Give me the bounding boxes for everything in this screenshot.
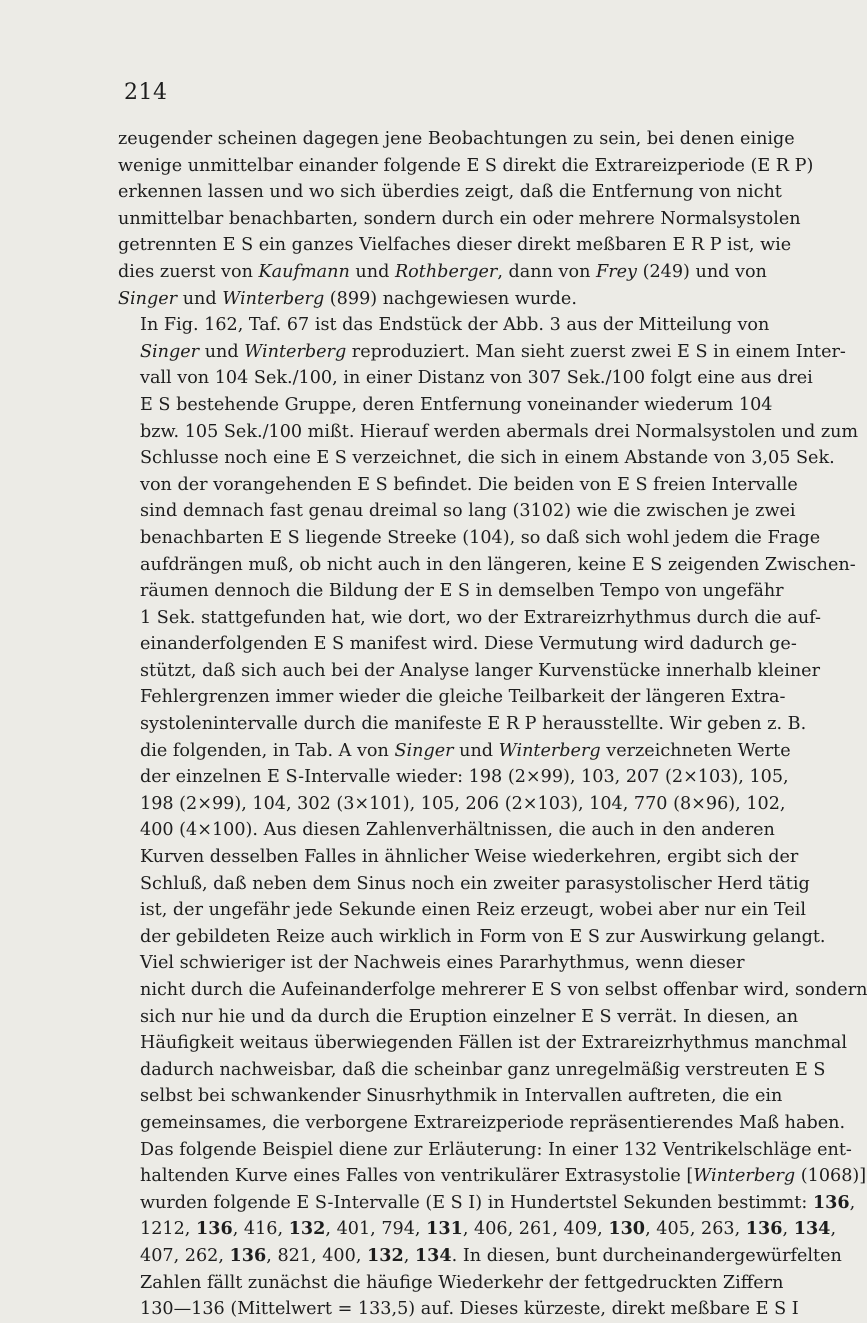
text-line bbox=[118, 552, 856, 579]
text-line bbox=[118, 764, 789, 791]
text-run: und bbox=[349, 261, 395, 282]
author-name: Kaufmann bbox=[258, 261, 350, 282]
text-run: In Fig. 162, Taf. 67 ist das Endstück der Abb. 3 aus der Mitteilung von bbox=[140, 315, 770, 336]
author-name: Rothberger bbox=[394, 261, 498, 282]
text-run: von der vorangehenden E S befindet. Die beiden von E S freien Intervalle bbox=[140, 474, 798, 495]
text-run: selbst bei schwankender Sinusrhythmik in Intervallen auftreten, die ein bbox=[140, 1086, 783, 1107]
author-name: Winterberg bbox=[498, 740, 601, 761]
text-line bbox=[118, 1110, 846, 1137]
text-run: gemeinsames, die verborgene Extrareizperiode repräsentierendes Maß haben. bbox=[140, 1112, 846, 1133]
text-line bbox=[118, 897, 807, 924]
author-name: Frey bbox=[596, 261, 637, 282]
text-line bbox=[118, 498, 796, 525]
text-run: , bbox=[849, 1192, 856, 1213]
text-run: reproduziert. Man sieht zuerst zwei E S in einem Inter- bbox=[346, 341, 846, 362]
text-run: und bbox=[453, 740, 499, 761]
text-line bbox=[118, 684, 786, 711]
text-run: und bbox=[199, 341, 245, 362]
bold-value: 136 bbox=[745, 1218, 783, 1240]
author-name: Singer bbox=[394, 740, 454, 761]
text-run: stützt, daß sich auch bei der Analyse langer Kurvenstücke innerhalb kleiner bbox=[140, 660, 820, 681]
bold-value: 134 bbox=[793, 1218, 831, 1240]
text-line bbox=[118, 924, 826, 951]
text-line bbox=[118, 605, 821, 632]
text-run: aufdrängen muß, ob nicht auch in den längeren, keine E S zeigenden Zwischen- bbox=[140, 554, 856, 575]
text-run: vall von 104 Sek./100, in einer Distanz von 307 Sek./100 folgt eine aus drei bbox=[140, 368, 813, 389]
text-run: , 406, 261, 409, bbox=[462, 1219, 609, 1240]
text-run: Zahlen fällt zunächst die häufige Wiederkehr der fettgedruckten Ziffern bbox=[140, 1272, 784, 1293]
text-line bbox=[118, 1083, 783, 1110]
text-run: systolenintervalle durch die manifeste E R P herausstellte. Wir geben z. B. bbox=[140, 714, 807, 735]
bold-value: 132 bbox=[288, 1218, 326, 1240]
text-run: . In diesen, bunt durcheinandergewürfelten bbox=[451, 1245, 842, 1266]
text-run: Schluß, daß neben dem Sinus noch ein zweiter parasystolischer Herd tätig bbox=[140, 873, 810, 894]
text-run: , 416, bbox=[232, 1219, 289, 1240]
text-run: 130—136 (Mittelwert = 133,5) auf. Dieses kürzeste, direkt meßbare E S I bbox=[140, 1299, 799, 1320]
text-run: benachbarten E S liegende Streeke (104), so daß sich wohl jedem die Frage bbox=[140, 527, 821, 548]
text-run: erkennen lassen und wo sich überdies zeigt, daß die Entfernung von nicht bbox=[118, 182, 782, 203]
text-run: dadurch nachweisbar, daß die scheinbar ganz unregelmäßig verstreuten E S bbox=[140, 1059, 826, 1080]
bold-value: 131 bbox=[426, 1218, 463, 1240]
text-run: 198 (2×99), 104, 302 (3×101), 105, 206 (2×103), 104, 770 (8×96), 102, bbox=[140, 793, 786, 814]
text-line bbox=[118, 1004, 799, 1031]
text-line bbox=[118, 738, 791, 765]
author-name: Winterberg bbox=[693, 1166, 796, 1187]
text-run: verzeichneten Werte bbox=[600, 740, 791, 761]
text-line bbox=[118, 286, 680, 313]
text-run: unmittelbar benachbarten, sondern durch ein oder mehrere Normalsystolen bbox=[118, 208, 801, 229]
text-run: haltenden Kurve eines Falles von ventrikulärer Extrasystolie [ bbox=[140, 1166, 694, 1187]
text-run: Viel schwieriger ist der Nachweis eines Pararhythmus, wenn dieser bbox=[140, 953, 745, 974]
text-run: bzw. 105 Sek./100 mißt. Hierauf werden abermals drei Normalsystolen und zum bbox=[140, 421, 859, 442]
text-run: und bbox=[177, 288, 223, 309]
text-run: , bbox=[830, 1219, 837, 1240]
text-run: die folgenden, in Tab. A von bbox=[140, 740, 395, 761]
text-line bbox=[118, 1270, 784, 1297]
bold-value: 130 bbox=[608, 1218, 646, 1240]
text-run: (249) und von bbox=[637, 261, 767, 282]
text-run: E S bestehende Gruppe, deren Entfernung voneinander wiederum 104 bbox=[140, 394, 773, 415]
text-run: wurden folgende E S-Intervalle (E S I) in Hundertstel Sekunden bestimmt: bbox=[140, 1192, 813, 1213]
text-run: , dann von bbox=[497, 261, 597, 282]
text-line bbox=[118, 977, 867, 1004]
text-run: 400 (4×100). Aus diesen Zahlenverhältnissen, die auch in den anderen bbox=[140, 820, 775, 841]
text-line bbox=[118, 179, 782, 206]
text-run: 1212, bbox=[140, 1219, 196, 1240]
author-name: Winterberg bbox=[222, 288, 325, 309]
text-line bbox=[118, 419, 859, 446]
text-run: Das folgende Beispiel diene zur Erläuterung: In einer 132 Ventrikelschläge ent- bbox=[140, 1139, 852, 1160]
text-run: wenige unmittelbar einander folgende E S direkt die Extrareizperiode (E R P) bbox=[118, 155, 814, 176]
text-line bbox=[118, 1137, 852, 1164]
text-run: (1068)] bbox=[795, 1166, 867, 1187]
text-run: Kurven desselben Falles in ähnlicher Weise wiederkehren, ergibt sich der bbox=[140, 847, 799, 868]
text-run: der gebildeten Reize auch wirklich in Form von E S zur Auswirkung gelangt. bbox=[140, 926, 826, 947]
text-line bbox=[118, 365, 813, 392]
text-line bbox=[118, 525, 821, 552]
text-run: Schlusse noch eine E S verzeichnet, die sich in einem Abstande von 3,05 Sek. bbox=[140, 448, 835, 469]
text-line bbox=[118, 844, 799, 871]
text-run: dies zuerst von bbox=[118, 261, 259, 282]
text-line bbox=[118, 631, 797, 658]
text-line bbox=[118, 711, 807, 738]
text-line bbox=[118, 472, 798, 499]
text-run: (899) nachgewiesen wurde. bbox=[324, 288, 577, 309]
text-run: räumen dennoch die Bildung der E S in demselben Tempo von ungefähr bbox=[140, 581, 784, 602]
text-run: 407, 262, bbox=[140, 1245, 230, 1266]
text-line bbox=[118, 1296, 799, 1323]
text-run: Fehlergrenzen immer wieder die gleiche Teilbarkeit der längeren Extra- bbox=[140, 687, 786, 708]
text-run: , bbox=[782, 1219, 794, 1240]
bold-value: 136 bbox=[812, 1191, 850, 1213]
bold-value: 136 bbox=[229, 1244, 267, 1266]
page-number: 214 bbox=[124, 80, 168, 105]
text-run: sind demnach fast genau dreimal so lang (3102) wie die zwischen je zwei bbox=[140, 501, 796, 522]
text-run: , bbox=[403, 1245, 415, 1266]
author-name: Winterberg bbox=[244, 341, 347, 362]
text-line bbox=[118, 259, 767, 286]
text-line bbox=[118, 1216, 837, 1243]
author-name: Singer bbox=[140, 341, 200, 362]
text-run: einanderfolgenden E S manifest wird. Diese Vermutung wird dadurch ge- bbox=[140, 634, 797, 655]
text-run: zeugender scheinen dagegen jene Beobachtungen zu sein, bei denen einige bbox=[118, 129, 795, 149]
paragraph bbox=[118, 126, 814, 312]
author-name: Singer bbox=[118, 288, 178, 309]
text-line bbox=[118, 1190, 856, 1217]
text-line bbox=[118, 578, 784, 605]
text-line bbox=[118, 232, 792, 259]
paragraph bbox=[118, 312, 859, 950]
text-line bbox=[118, 817, 775, 844]
paragraph bbox=[118, 950, 867, 1322]
text-run: nicht durch die Aufeinanderfolge mehrerer E S von selbst offenbar wird, sondern bbox=[140, 980, 867, 1000]
text-run: , 821, 400, bbox=[266, 1245, 367, 1266]
text-line bbox=[118, 1163, 867, 1190]
text-run: der einzelnen E S-Intervalle wieder: 198 (2×99), 103, 207 (2×103), 105, bbox=[140, 767, 789, 788]
text-run: , 405, 263, bbox=[645, 1219, 746, 1240]
bold-value: 134 bbox=[414, 1244, 452, 1266]
text-line bbox=[118, 153, 814, 180]
text-line bbox=[118, 339, 846, 366]
text-run: , 401, 794, bbox=[325, 1219, 427, 1240]
text-line bbox=[118, 1057, 826, 1084]
text-line bbox=[118, 1030, 847, 1057]
text-run: 1 Sek. stattgefunden hat, wie dort, wo der Extrareizrhythmus durch die auf- bbox=[140, 607, 821, 628]
text-run: getrennten E S ein ganzes Vielfaches dieser direkt meßbaren E R P ist, wie bbox=[118, 235, 792, 256]
text-line bbox=[118, 950, 745, 977]
text-line bbox=[118, 445, 835, 472]
text-run: sich nur hie und da durch die Eruption einzelner E S verrät. In diesen, an bbox=[140, 1006, 799, 1027]
text-run: Häufigkeit weitaus überwiegenden Fällen ist der Extrareizrhythmus manchmal bbox=[140, 1033, 847, 1054]
text-run: ist, der ungefähr jede Sekunde einen Reiz erzeugt, wobei aber nur ein Teil bbox=[140, 900, 807, 921]
text-line bbox=[118, 126, 795, 153]
text-line bbox=[118, 871, 810, 898]
body-text bbox=[118, 126, 867, 1323]
text-line bbox=[118, 392, 773, 419]
text-line bbox=[118, 312, 770, 339]
text-line bbox=[118, 658, 820, 685]
text-line bbox=[118, 206, 801, 233]
bold-value: 132 bbox=[367, 1244, 404, 1266]
text-line bbox=[118, 1243, 842, 1270]
bold-value: 136 bbox=[195, 1218, 233, 1240]
text-line bbox=[118, 791, 786, 818]
